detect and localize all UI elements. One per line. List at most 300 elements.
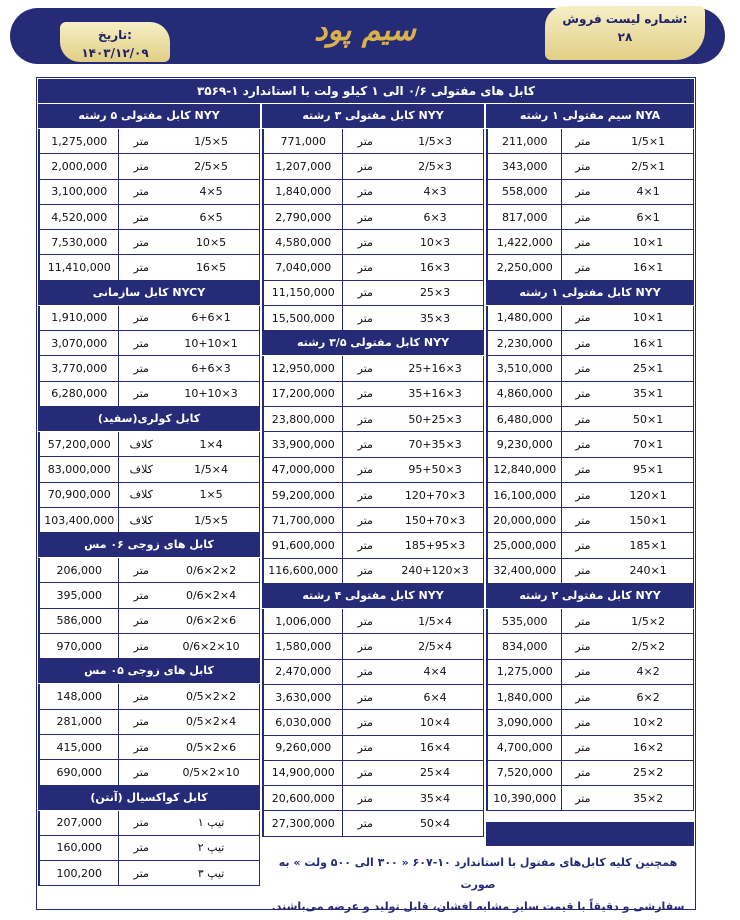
table-row [262, 356, 484, 381]
table-row [262, 634, 484, 659]
price-cell: 47,000,000 [263, 458, 342, 482]
price-cell: 17,200,000 [263, 382, 342, 406]
table-row [486, 180, 694, 205]
table-row [486, 660, 694, 685]
table-row [262, 660, 484, 685]
section-header: کابل های زوجی ۰۵ مس [38, 659, 260, 684]
table-row [38, 382, 260, 407]
size-cell: 3×120+70 [404, 488, 466, 502]
unit-cell: متر [118, 811, 163, 835]
price-cell: 7,040,000 [263, 255, 342, 279]
note-line-2: سفارشی و دقیقاً با قیمت سایز مشابه افشان، قابل تولید و عرضه می‌باشند. [271, 900, 685, 913]
unit-cell: متر [342, 154, 387, 178]
size-cell: 4×2/5 [418, 639, 452, 653]
unit-cell: کلاف [118, 508, 163, 532]
unit-cell: متر [342, 407, 387, 431]
table-row [262, 508, 484, 533]
price-cell: 9,230,000 [487, 432, 561, 456]
unit-cell: متر [342, 736, 387, 760]
price-cell: 1,480,000 [487, 306, 561, 330]
price-cell: 817,000 [487, 205, 561, 229]
unit-cell: متر [118, 230, 163, 254]
price-cell: 4,580,000 [263, 230, 342, 254]
table-row [486, 432, 694, 457]
unit-cell: متر [561, 306, 603, 330]
table-row [38, 457, 260, 482]
size-cell: 1×16 [633, 261, 664, 275]
table-row [486, 129, 694, 154]
table-row [38, 180, 260, 205]
table-row [262, 205, 484, 230]
unit-cell: متر [118, 609, 163, 633]
section-header: کابل مفتولی ۳ رشته NYY [262, 104, 484, 129]
table-row [486, 255, 694, 280]
unit-cell: متر [342, 180, 387, 204]
table-row [38, 558, 260, 583]
size-cell: 3×1/5 [418, 134, 452, 148]
section-header: کابل مفتولی ۳/۵ رشته NYY [262, 331, 484, 356]
table-row [486, 306, 694, 331]
size-cell: 3×35+16 [408, 387, 462, 401]
table-row [38, 205, 260, 230]
unit-cell: متر [561, 533, 603, 557]
unit-cell: متر [561, 458, 603, 482]
table-row [486, 609, 694, 634]
unit-cell: متر [561, 609, 603, 633]
size-cell: 5×6 [199, 210, 223, 224]
size-cell: 3×16 [419, 261, 451, 275]
price-cell: 7,520,000 [487, 761, 561, 785]
price-cell: 6,030,000 [263, 710, 342, 734]
unit-cell: متر [118, 861, 163, 885]
price-cell: 100,200 [39, 861, 118, 885]
table-row [486, 154, 694, 179]
table-row [38, 811, 260, 836]
size-cell: 10×2×0/6 [182, 639, 240, 653]
unit-cell: متر [561, 483, 603, 507]
unit-cell: متر [342, 811, 387, 835]
price-cell: 7,530,000 [39, 230, 118, 254]
size-cell: 1×35 [633, 387, 664, 401]
brand-logo: سیم پود [314, 13, 416, 48]
table-row [262, 559, 484, 584]
size-cell: 4×50 [419, 817, 451, 831]
size-cell: 3×4 [423, 185, 447, 199]
table-row [262, 483, 484, 508]
invoice-label: شماره لیست فروش: [562, 12, 688, 26]
unit-cell: متر [118, 356, 163, 380]
size-cell: 2×2×0/6 [185, 563, 237, 577]
table-row [38, 684, 260, 709]
size-cell: 4×2×0/6 [185, 589, 237, 603]
table-row [262, 533, 484, 558]
table-row [262, 129, 484, 154]
price-cell: 116,600,000 [263, 559, 342, 583]
size-cell: 2×6 [636, 690, 660, 704]
table-row [262, 710, 484, 735]
price-cell: 14,900,000 [263, 761, 342, 785]
unit-cell: متر [561, 205, 603, 229]
table-row [486, 331, 694, 356]
price-cell: 2,230,000 [487, 331, 561, 355]
size-cell: 5×10 [195, 235, 227, 249]
table-row [262, 761, 484, 786]
table-row [486, 458, 694, 483]
section-header: کابل مفتولی ۱ رشته NYY [486, 281, 694, 306]
size-cell: 1×1/5 [631, 134, 666, 148]
unit-cell: متر [561, 685, 603, 709]
size-cell: 1×70 [633, 437, 664, 451]
price-cell: 3,510,000 [487, 356, 561, 380]
table-row [486, 205, 694, 230]
table-row [38, 230, 260, 255]
unit-cell: متر [342, 458, 387, 482]
unit-cell: متر [118, 331, 163, 355]
price-cell: 771,000 [263, 129, 342, 153]
size-cell: 1×50 [633, 412, 664, 426]
table-row [486, 634, 694, 659]
unit-cell: متر [342, 685, 387, 709]
table-row [262, 786, 484, 811]
size-cell: 4×1/5 [418, 614, 452, 628]
header [0, 0, 740, 70]
price-cell: 690,000 [39, 760, 118, 784]
unit-cell: متر [342, 710, 387, 734]
unit-cell: متر [118, 558, 163, 582]
price-cell: 57,200,000 [39, 432, 118, 456]
unit-cell: کلاف [118, 483, 163, 507]
price-cell: 558,000 [487, 180, 561, 204]
size-cell: 6×2×0/5 [185, 740, 237, 754]
unit-cell: متر [118, 255, 163, 279]
table-row [38, 735, 260, 760]
price-cell: 415,000 [39, 735, 118, 759]
unit-cell: کلاف [118, 457, 163, 481]
unit-cell: متر [561, 761, 603, 785]
table-row [486, 508, 694, 533]
unit-cell: متر [561, 230, 603, 254]
section-header: کابل کواکسیال (آنتن) [38, 786, 260, 811]
size-cell: 5×1 [199, 488, 223, 502]
unit-cell: متر [342, 356, 387, 380]
unit-cell: متر [342, 609, 387, 633]
size-cell: 1×10 [633, 311, 664, 325]
size-cell: 1×185 [629, 539, 667, 553]
unit-cell: متر [342, 483, 387, 507]
unit-cell: متر [118, 180, 163, 204]
date-value: ۱۴۰۳/۱۲/۰۹ [81, 46, 149, 60]
price-cell: 33,900,000 [263, 432, 342, 456]
price-cell: 6,280,000 [39, 382, 118, 406]
unit-cell: متر [118, 735, 163, 759]
price-cell: 12,950,000 [263, 356, 342, 380]
size-cell: 3×95+50 [408, 463, 462, 477]
size-cell: 5×1/5 [194, 134, 228, 148]
price-cell: 16,100,000 [487, 483, 561, 507]
middle-column [262, 104, 484, 837]
size-cell: 3×240+120 [401, 564, 469, 578]
size-cell: 1×240 [629, 564, 667, 578]
price-cell: 103,400,000 [39, 508, 118, 532]
unit-cell: متر [118, 154, 163, 178]
size-cell: تیپ ۲ [197, 841, 225, 855]
size-cell: 4×6 [423, 690, 447, 704]
table-row [38, 255, 260, 280]
table-row [486, 356, 694, 381]
size-cell: 3×2/5 [418, 159, 452, 173]
unit-cell: متر [342, 761, 387, 785]
date-badge [60, 22, 170, 62]
size-cell: 3×6 [423, 210, 447, 224]
size-cell: 2×1/5 [631, 614, 666, 628]
size-cell: 2×16 [633, 741, 664, 755]
price-cell: 281,000 [39, 710, 118, 734]
unit-cell: متر [561, 382, 603, 406]
price-cell: 207,000 [39, 811, 118, 835]
unit-cell: متر [342, 230, 387, 254]
empty-header-cell [486, 822, 694, 846]
unit-cell: متر [561, 129, 603, 153]
price-cell: 1,840,000 [263, 180, 342, 204]
price-cell: 70,900,000 [39, 483, 118, 507]
size-cell: 5×2/5 [194, 159, 228, 173]
price-cell: 1,275,000 [39, 129, 118, 153]
unit-cell: کلاف [118, 432, 163, 456]
invoice-badge [545, 6, 705, 60]
section-header: کابل های زوجی ۰۶ مس [38, 533, 260, 558]
table-row [38, 634, 260, 659]
size-cell: 1×95 [633, 463, 664, 477]
unit-cell: متر [561, 559, 603, 583]
unit-cell: متر [118, 760, 163, 784]
unit-cell: متر [561, 255, 603, 279]
size-cell: تیپ ۱ [197, 816, 225, 830]
table-row [38, 710, 260, 735]
price-cell: 20,000,000 [487, 508, 561, 532]
size-cell: 4×25 [419, 766, 451, 780]
size-cell: 1×10+10 [184, 336, 238, 350]
section-header: سیم مفتولی ۱ رشته NYA [486, 104, 694, 129]
size-cell: 1×6+6 [191, 311, 231, 325]
table-row [38, 583, 260, 608]
unit-cell: متر [561, 154, 603, 178]
unit-cell: متر [342, 306, 387, 330]
unit-cell: متر [342, 281, 387, 305]
table-row [486, 382, 694, 407]
table-row [262, 230, 484, 255]
size-cell: 4×16 [419, 741, 451, 755]
price-cell: 970,000 [39, 634, 118, 658]
unit-cell: متر [118, 634, 163, 658]
size-cell: 3×50+25 [408, 412, 462, 426]
price-cell: 59,200,000 [263, 483, 342, 507]
price-cell: 148,000 [39, 684, 118, 708]
unit-cell: متر [118, 129, 163, 153]
size-cell: 5×16 [195, 261, 227, 275]
table-row [38, 483, 260, 508]
price-cell: 1,275,000 [487, 660, 561, 684]
table-row [486, 786, 694, 811]
price-cell: 9,260,000 [263, 736, 342, 760]
size-cell: 4×2×0/5 [185, 715, 237, 729]
price-cell: 25,000,000 [487, 533, 561, 557]
size-cell: 2×2×0/5 [185, 689, 237, 703]
table-row [486, 230, 694, 255]
price-cell: 6,480,000 [487, 407, 561, 431]
table-row [486, 761, 694, 786]
price-cell: 20,600,000 [263, 786, 342, 810]
unit-cell: متر [118, 382, 163, 406]
price-cell: 23,800,000 [263, 407, 342, 431]
date-label: تاریخ: [98, 28, 132, 42]
price-cell: 15,500,000 [263, 306, 342, 330]
price-cell: 4,520,000 [39, 205, 118, 229]
size-cell: 1×150 [629, 513, 667, 527]
price-cell: 1,422,000 [487, 230, 561, 254]
price-cell: 91,600,000 [263, 533, 342, 557]
price-cell: 2,790,000 [263, 205, 342, 229]
section-header: کابل مفتولی ۴ رشته NYY [262, 584, 484, 609]
size-cell: 4×4 [423, 665, 447, 679]
price-cell: 211,000 [487, 129, 561, 153]
price-cell: 160,000 [39, 836, 118, 860]
table-row [262, 180, 484, 205]
size-cell: 3×35 [419, 311, 451, 325]
unit-cell: متر [118, 684, 163, 708]
table-row [38, 609, 260, 634]
price-cell: 834,000 [487, 634, 561, 658]
table-row [262, 609, 484, 634]
size-cell: 4×1/5 [194, 462, 228, 476]
size-cell: 2×10 [633, 715, 664, 729]
price-cell: 3,100,000 [39, 180, 118, 204]
unit-cell: متر [118, 306, 163, 330]
size-cell: 3×150+70 [404, 513, 466, 527]
unit-cell: متر [118, 583, 163, 607]
unit-cell: متر [561, 407, 603, 431]
table-row [262, 154, 484, 179]
price-cell: 4,860,000 [487, 382, 561, 406]
price-cell: 586,000 [39, 609, 118, 633]
size-cell: تیپ ۳ [197, 866, 225, 880]
table-row [38, 432, 260, 457]
table-row [262, 382, 484, 407]
table-row [262, 811, 484, 836]
size-cell: 5×1/5 [194, 513, 228, 527]
size-cell: 1×6 [636, 210, 660, 224]
price-cell: 3,090,000 [487, 710, 561, 734]
price-cell: 11,150,000 [263, 281, 342, 305]
size-cell: 3×10+10 [184, 387, 238, 401]
unit-cell: متر [342, 508, 387, 532]
size-cell: 3×6+6 [191, 362, 231, 376]
size-cell: 3×70+35 [408, 437, 462, 451]
price-cell: 1,207,000 [263, 154, 342, 178]
price-cell: 71,700,000 [263, 508, 342, 532]
table-row [38, 861, 260, 886]
price-cell: 3,070,000 [39, 331, 118, 355]
size-cell: 2×25 [633, 766, 664, 780]
right-column [486, 104, 694, 811]
unit-cell: متر [561, 508, 603, 532]
size-cell: 1×25 [633, 362, 664, 376]
price-cell: 535,000 [487, 609, 561, 633]
table-row [486, 685, 694, 710]
table-row [262, 407, 484, 432]
size-cell: 6×2×0/6 [185, 614, 237, 628]
size-cell: 1×10 [633, 235, 664, 249]
price-cell: 1,840,000 [487, 685, 561, 709]
footer-note [262, 848, 694, 913]
price-cell: 1,006,000 [263, 609, 342, 633]
unit-cell: متر [342, 255, 387, 279]
unit-cell: متر [561, 634, 603, 658]
price-cell: 395,000 [39, 583, 118, 607]
size-cell: 3×185+95 [404, 539, 466, 553]
unit-cell: متر [118, 205, 163, 229]
price-cell: 343,000 [487, 154, 561, 178]
price-cell: 11,410,000 [39, 255, 118, 279]
main-title: کابل های مفتولی ۰/۶ الی ۱ کیلو ولت با استاندارد ۱-۳۵۶۹ [38, 79, 694, 103]
price-cell: 27,300,000 [263, 811, 342, 835]
note-line-1: همچنین کلیه کابل‌های مفتول با استاندارد ۱۰-۶۰۷ « ۳۰۰ الی ۵۰۰ ولت » به صورت [278, 856, 678, 891]
size-cell: 10×2×0/5 [182, 765, 240, 779]
table-row [38, 154, 260, 179]
size-cell: 2×4 [636, 665, 660, 679]
unit-cell: متر [561, 786, 603, 810]
size-cell: 5×4 [199, 185, 223, 199]
unit-cell: متر [561, 710, 603, 734]
unit-cell: متر [342, 786, 387, 810]
section-header: کابل سازمانی NYCY [38, 281, 260, 306]
table-row [262, 432, 484, 457]
unit-cell: متر [561, 331, 603, 355]
unit-cell: متر [561, 736, 603, 760]
table-row [262, 685, 484, 710]
unit-cell: متر [342, 634, 387, 658]
table-row [38, 508, 260, 533]
table-row [486, 483, 694, 508]
size-cell: 1×2/5 [631, 159, 666, 173]
table-row [486, 407, 694, 432]
size-cell: 4×35 [419, 791, 451, 805]
unit-cell: متر [342, 129, 387, 153]
unit-cell: متر [342, 432, 387, 456]
table-row [486, 736, 694, 761]
size-cell: 1×120 [629, 488, 667, 502]
price-cell: 1,910,000 [39, 306, 118, 330]
unit-cell: متر [342, 205, 387, 229]
price-cell: 2,470,000 [263, 660, 342, 684]
price-cell: 2,250,000 [487, 255, 561, 279]
price-cell: 3,770,000 [39, 356, 118, 380]
size-cell: 4×10 [419, 715, 451, 729]
price-cell: 1,580,000 [263, 634, 342, 658]
size-cell: 4×1 [199, 437, 223, 451]
unit-cell: متر [561, 432, 603, 456]
unit-cell: متر [561, 356, 603, 380]
table-row [486, 710, 694, 735]
table-row [38, 331, 260, 356]
size-cell: 3×25 [419, 286, 451, 300]
table-row [38, 356, 260, 381]
price-cell: 4,700,000 [487, 736, 561, 760]
table-row [38, 306, 260, 331]
table-row [38, 760, 260, 785]
table-row [262, 458, 484, 483]
price-cell: 83,000,000 [39, 457, 118, 481]
section-header: کابل کولری(سفید) [38, 407, 260, 432]
